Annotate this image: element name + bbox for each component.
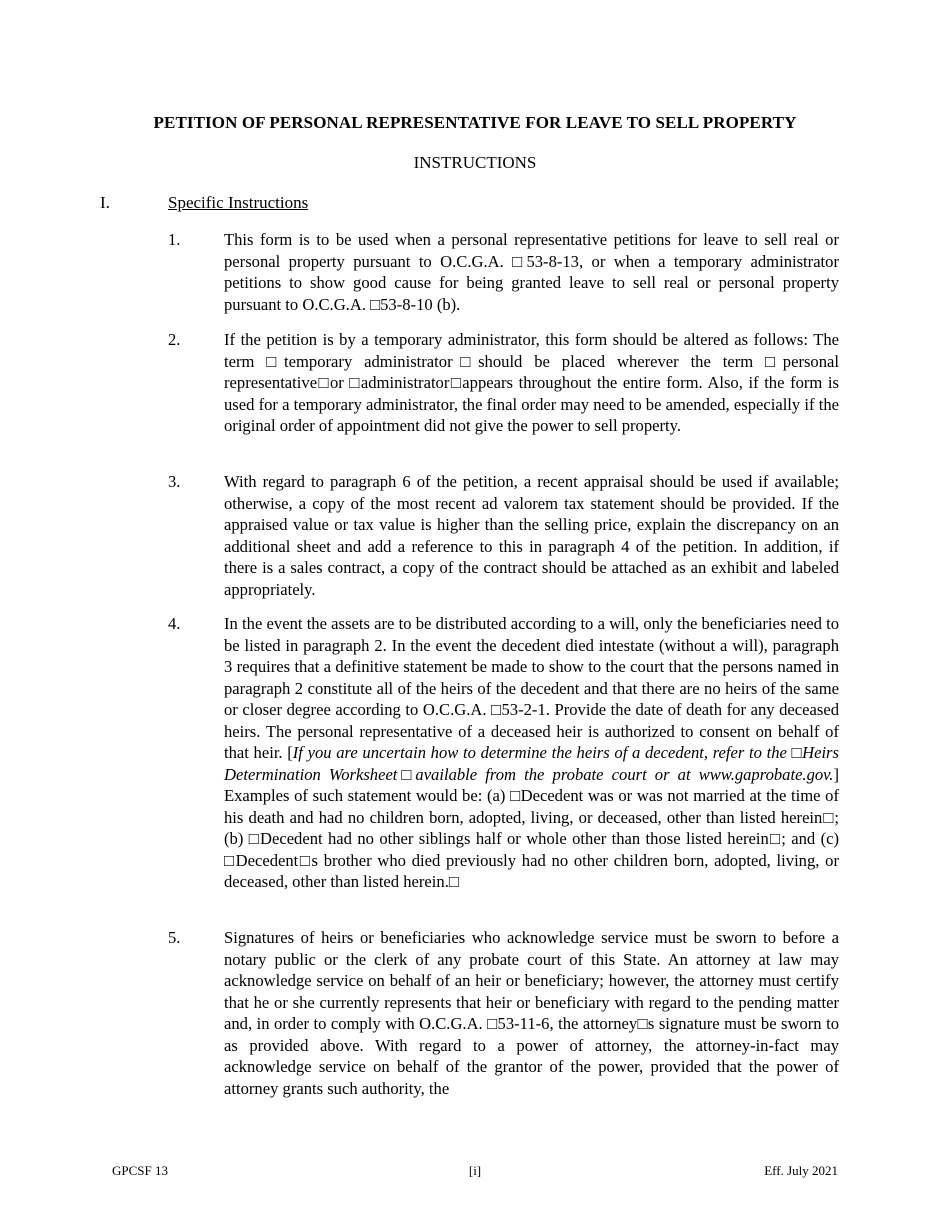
item-3-text: With regard to paragraph 6 of the petition, a recent appraisal should be used if available; otherwise, a copy of the most recent ad valorem tax statement should be provided. If the appraised value or tax value is higher than the selling price, explain the discrepancy on an additional sheet and add a reference to this in paragraph 4 of the petition. In addition, if there is a sales contract, a copy of the contract should be attached as an exhibit and labeled appropriately.	[224, 472, 839, 599]
item-2-number: 2.	[168, 330, 181, 349]
item-4-number: 4.	[168, 614, 181, 633]
item-5-number: 5.	[168, 928, 181, 947]
section-number: I.	[100, 193, 110, 212]
footer-form-code: GPCSF 13	[112, 1163, 168, 1178]
document-title: PETITION OF PERSONAL REPRESENTATIVE FOR LEAVE TO SELL PROPERTY	[153, 113, 797, 132]
footer-page-number: [i]	[468, 1163, 482, 1178]
item-2-text: If the petition is by a temporary administrator, this form should be altered as follows: The term □temporary administrator□should be placed wherever the term □personal representative□or □administrator□appears throughout the entire form. Also, if the form is used for a temporary administrator, the final order may need to be amended, especially if the original order of appointment did not give the power to sell property.	[224, 330, 839, 435]
item-4-text-italic: If you are uncertain how to determine the heirs of a decedent, refer to the □Heirs Determination Worksheet□available from the probate court or at www.gaprobate.gov.	[224, 743, 839, 784]
item-4-text-part-b: ] Examples of such statement would be: (a) □Decedent was or was not married at the time of his death and had no children born, adopted, living, or deceased, other than listed herein□; (b) □Decedent had no other siblings half or whole other than those listed herein□; and (c) □Decedent□s brother who died previously had no other children born, adopted, living, or deceased, other than listed herein.□	[224, 764, 839, 891]
footer-effective-date: Eff. July 2021	[764, 1163, 838, 1178]
item-1-text: This form is to be used when a personal representative petitions for leave to sell real or personal property pursuant to O.C.G.A. □53-8-13, or when a temporary administrator petitions to show good cause for being granted leave to sell real or personal property pursuant to O.C.G.A. □53-8-10 (b).	[224, 230, 839, 314]
item-1-number: 1.	[168, 230, 181, 249]
section-heading: Specific Instructions	[168, 193, 309, 212]
item-3-number: 3.	[168, 472, 181, 491]
item-4-text-part-a: In the event the assets are to be distributed according to a will, only the beneficiaries need to be listed in paragraph 2. In the event the decedent died intestate (without a will), paragraph 3 requires that a definitive statement be made to show to the court that the persons named in paragraph 2 constitute all of the heirs of the decedent and that there are no heirs of the same or closer degree according to O.C.G.A. □53-2-1. Provide the date of death for any deceased heirs. The personal representative of a deceased heir is authorized to consent on behalf of that heir. [	[224, 614, 839, 762]
document-subtitle: INSTRUCTIONS	[413, 153, 537, 172]
item-4-text	[224, 613, 839, 893]
item-5-text: Signatures of heirs or beneficiaries who acknowledge service must be sworn to before a notary public or the clerk of any probate court of this State. An attorney at law may acknowledge service on behalf of an heir or beneficiary; however, the attorney must certify that he or she currently represents that heir or beneficiary with regard to the pending matter and, in order to comply with O.C.G.A. □53-11-6, the attorney□s signature must be sworn to as provided above. With regard to a power of attorney, the attorney-in-fact may acknowledge service on behalf of the grantor of the power, provided that the power of attorney grants such authority, the	[224, 928, 839, 1098]
